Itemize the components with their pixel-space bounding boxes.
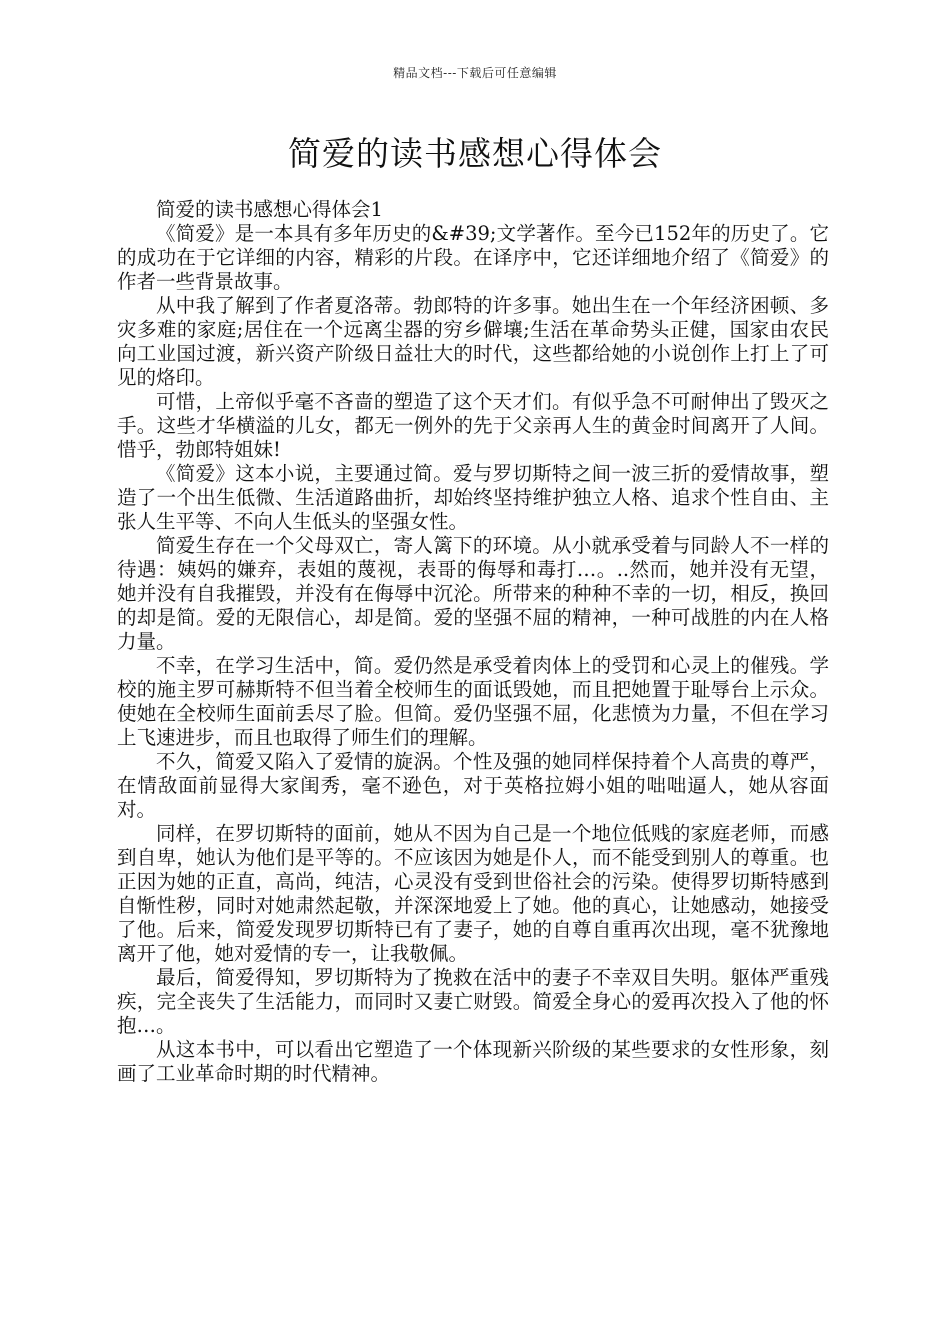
paragraph-subtitle: 简爱的读书感想心得体会1 bbox=[156, 198, 383, 221]
paragraph: 《简爱》这本小说，主要通过简。爱与罗切斯特之间一波三折的爱情故事，塑造了一个出生低微、生活道路曲折，却始终坚持维护独立人格、追求个性自由、主张人生平等、不向人生低头的坚强女性。 bbox=[117, 462, 829, 533]
paragraph: 同样，在罗切斯特的面前，她从不因为自己是一个地位低贱的家庭老师，而感到自卑，她认为他们是平等的。不应该因为她是仆人，而不能受到别人的尊重。也正因为她的正直，高尚，纯洁，心灵没有受到世俗社会的污染。使得罗切斯特感到自惭性秽，同时对她肃然起敬，并深深地爱上了她。他的真心，让她感动，她接受了他。后来，简爱发现罗切斯特已有了妻子，她的自尊自重再次出现，毫不犹豫地离开了他，她对爱情的专一，让我敬佩。 bbox=[117, 822, 829, 965]
document-title: 简爱的读书感想心得体会 bbox=[288, 134, 662, 173]
paragraph: 不久，简爱又陷入了爱情的旋涡。个性及强的她同样保持着个人高贵的尊严，在情敌面前显得大家闺秀，毫不逊色，对于英格拉姆小姐的咄咄逼人，她从容面对。 bbox=[117, 750, 829, 821]
document-body bbox=[117, 198, 829, 1086]
page-header-note: 精品文档---下载后可任意编辑 bbox=[393, 66, 557, 80]
paragraph: 可惜，上帝似乎毫不吝啬的塑造了这个天才们。有似乎急不可耐伸出了毁灭之手。这些才华横溢的儿女，都无一例外的先于父亲再人生的黄金时间离开了人间。惜乎，勃郎特姐妹! bbox=[117, 390, 829, 461]
paragraph: 从这本书中，可以看出它塑造了一个体现新兴阶级的某些要求的女性形象，刻画了工业革命时期的时代精神。 bbox=[117, 1038, 829, 1085]
paragraph: 从中我了解到了作者夏洛蒂。勃郎特的许多事。她出生在一个年经济困顿、多灾多难的家庭;居住在一个远离尘器的穷乡僻壤;生活在革命势头正健，国家由农民向工业国过渡，新兴资产阶级日益壮大的时代，这些都给她的小说创作上打上了可见的烙印。 bbox=[117, 294, 829, 389]
paragraph: 简爱生存在一个父母双亡，寄人篱下的环境。从小就承受着与同龄人不一样的待遇：姨妈的嫌弃，表姐的蔑视，表哥的侮辱和毒打…。..然而，她并没有无望，她并没有自我摧毁，并没有在侮辱中沉沦。所带来的种种不幸的一切，相反，换回的却是简。爱的无限信心，却是简。爱的坚强不屈的精神，一种可战胜的内在人格力量。 bbox=[117, 534, 829, 653]
paragraph: 最后，简爱得知，罗切斯特为了挽救在活中的妻子不幸双目失明。躯体严重残疾，完全丧失了生活能力，而同时又妻亡财毁。简爱全身心的爱再次投入了他的怀抱…。 bbox=[117, 966, 829, 1037]
paragraph: 《简爱》是一本具有多年历史的&#39;文学著作。至今已152年的历史了。它的成功在于它详细的内容，精彩的片段。在译序中，它还详细地介绍了《简爱》的作者一些背景故事。 bbox=[117, 222, 829, 293]
paragraph: 不幸，在学习生活中，简。爱仍然是承受着肉体上的受罚和心灵上的催残。学校的施主罗可赫斯特不但当着全校师生的面诋毁她，而且把她置于耻辱台上示众。使她在全校师生面前丢尽了脸。但简。爱仍坚强不屈，化悲愤为力量，不但在学习上飞速进步，而且也取得了师生们的理解。 bbox=[117, 654, 829, 749]
